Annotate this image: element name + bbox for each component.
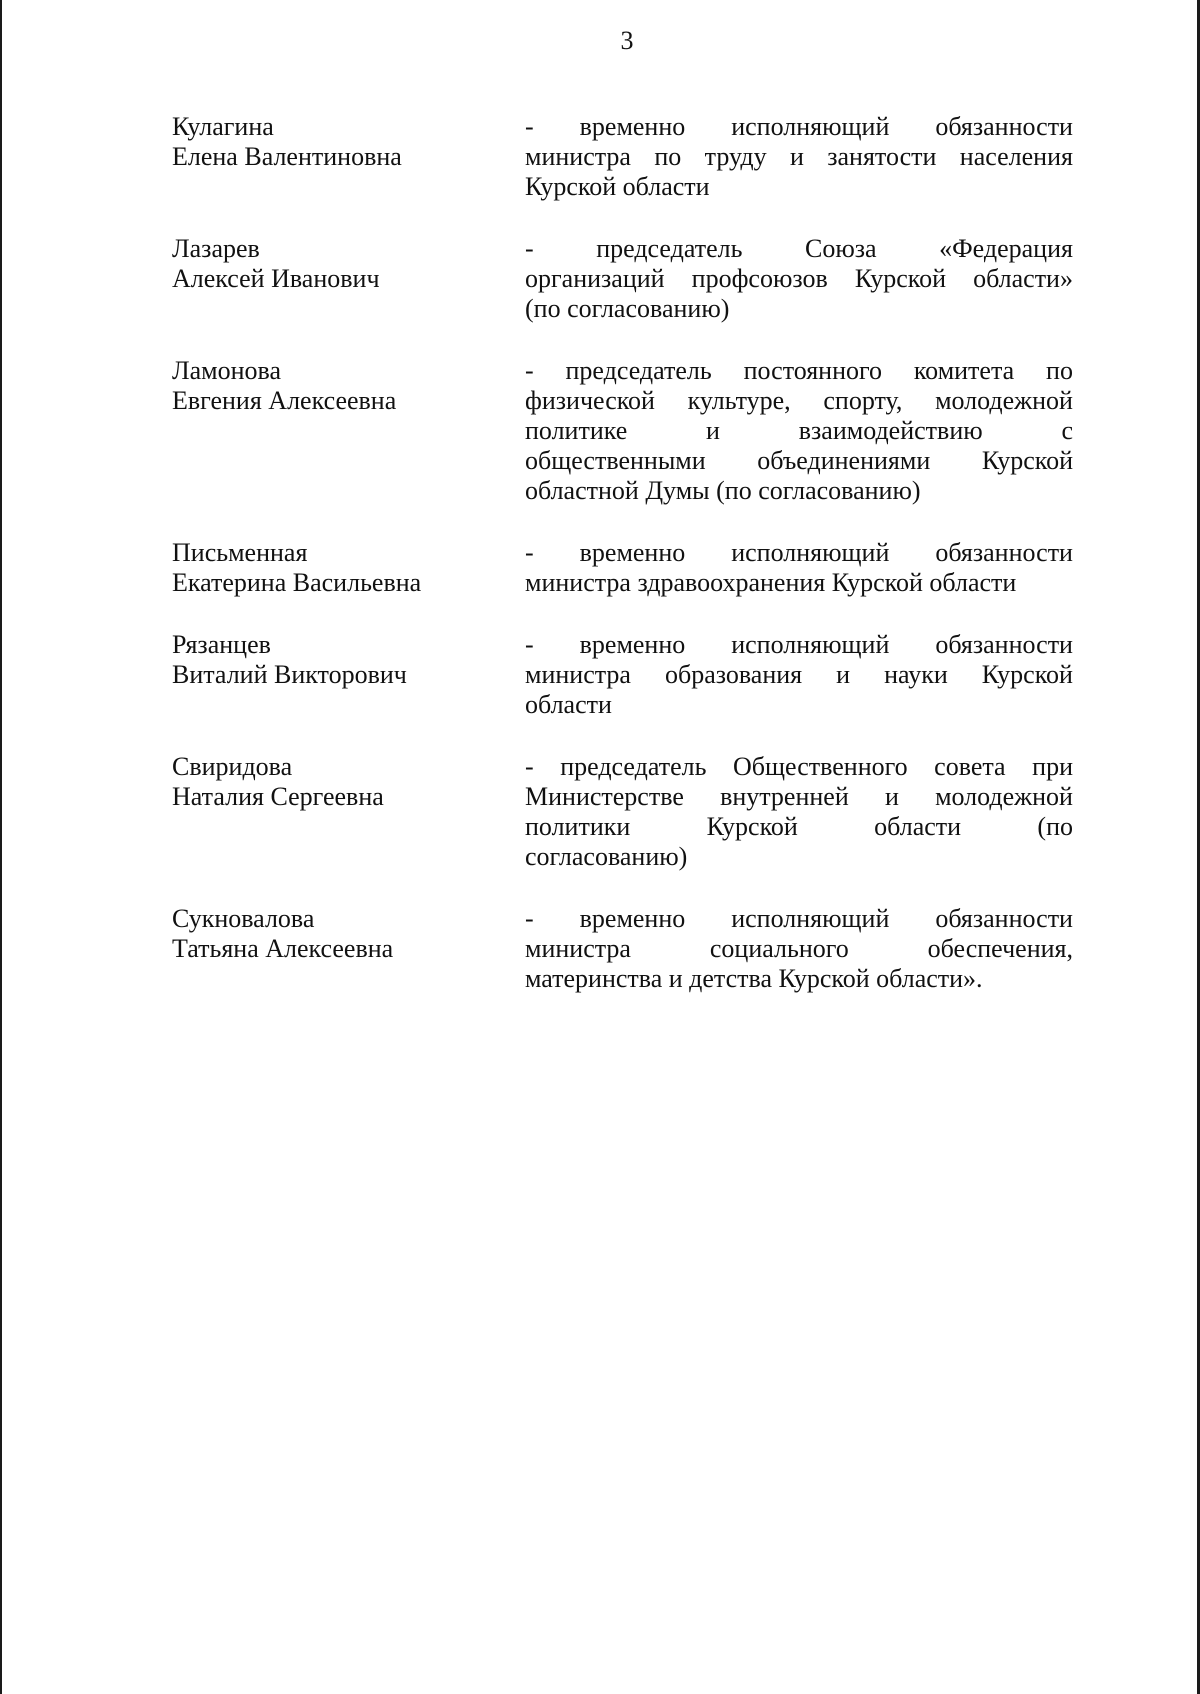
role-line: министра здравоохранения Курской области bbox=[525, 568, 1017, 597]
role-line bbox=[525, 752, 1073, 782]
member-entry bbox=[172, 630, 1082, 720]
role-word: по bbox=[654, 142, 682, 171]
role-word: обязанности bbox=[935, 112, 1073, 141]
role-word: - bbox=[525, 904, 534, 933]
role-word: населения bbox=[959, 142, 1073, 171]
role-word: молодежной bbox=[935, 386, 1073, 415]
role-word: обязанности bbox=[935, 538, 1073, 567]
role-line: областной Думы (по согласованию) bbox=[525, 476, 921, 505]
member-role bbox=[525, 630, 1073, 720]
role-word: совета bbox=[934, 752, 1006, 781]
role-word: министра bbox=[525, 142, 631, 171]
role-word: исполняющий bbox=[731, 538, 890, 567]
role-word: Курской bbox=[854, 264, 946, 293]
role-word: обеспечения, bbox=[927, 934, 1073, 963]
role-word: занятости bbox=[827, 142, 937, 171]
role-word: министра bbox=[525, 660, 631, 689]
member-name bbox=[172, 234, 525, 324]
member-given-names: Елена Валентиновна bbox=[172, 142, 402, 171]
role-word: и bbox=[789, 142, 804, 171]
role-word: Министерстве bbox=[525, 782, 684, 811]
member-surname: Кулагина bbox=[172, 112, 274, 141]
role-word: области» bbox=[973, 264, 1073, 293]
role-word: министра bbox=[525, 934, 631, 963]
role-word: - bbox=[525, 356, 534, 385]
role-line bbox=[525, 264, 1073, 294]
role-word: и bbox=[836, 660, 851, 689]
role-line bbox=[525, 446, 1073, 476]
role-word: Курской bbox=[706, 812, 798, 841]
member-given-names: Наталия Сергеевна bbox=[172, 782, 384, 811]
role-line bbox=[525, 538, 1073, 568]
member-role bbox=[525, 904, 1073, 994]
member-surname: Ламонова bbox=[172, 356, 282, 385]
role-line: материнства и детства Курской области». bbox=[525, 964, 983, 993]
role-word: - bbox=[525, 538, 534, 567]
member-surname: Свиридова bbox=[172, 752, 293, 781]
role-word: Курской bbox=[981, 446, 1073, 475]
role-word: и bbox=[884, 782, 899, 811]
role-word: при bbox=[1032, 752, 1073, 781]
page-number: 3 bbox=[620, 26, 634, 55]
role-line bbox=[525, 112, 1073, 142]
role-line: согласованию) bbox=[525, 842, 688, 871]
role-word: политики bbox=[525, 812, 631, 841]
role-line bbox=[525, 356, 1073, 386]
member-entry bbox=[172, 538, 1082, 598]
role-line bbox=[525, 416, 1073, 446]
member-given-names: Татьяна Алексеевна bbox=[172, 934, 394, 963]
role-word: внутренней bbox=[720, 782, 849, 811]
role-word: «Федерация bbox=[939, 234, 1073, 263]
member-role bbox=[525, 356, 1073, 506]
member-given-names: Алексей Иванович bbox=[172, 264, 380, 293]
member-role bbox=[525, 752, 1073, 872]
member-given-names: Екатерина Васильевна bbox=[172, 568, 422, 597]
role-word: - bbox=[525, 234, 534, 263]
role-word: комитета bbox=[913, 356, 1015, 385]
role-word: по bbox=[1046, 356, 1073, 385]
role-word: с bbox=[1061, 416, 1073, 445]
role-word: обязанности bbox=[935, 904, 1073, 933]
member-entry bbox=[172, 112, 1082, 202]
role-word: труду bbox=[704, 142, 767, 171]
member-entry bbox=[172, 752, 1082, 872]
role-line bbox=[525, 386, 1073, 416]
role-word: обязанности bbox=[935, 630, 1073, 659]
role-word: объединениями bbox=[757, 446, 931, 475]
member-name bbox=[172, 538, 525, 598]
role-word: временно bbox=[579, 538, 686, 567]
member-entry bbox=[172, 234, 1082, 324]
member-surname: Лазарев bbox=[172, 234, 260, 263]
member-list bbox=[172, 112, 1082, 994]
role-line bbox=[525, 630, 1073, 660]
member-role bbox=[525, 538, 1073, 598]
role-word: исполняющий bbox=[731, 630, 890, 659]
role-word: взаимодействию bbox=[798, 416, 983, 445]
member-name bbox=[172, 112, 525, 202]
role-word: Союза bbox=[805, 234, 877, 263]
member-role bbox=[525, 112, 1073, 202]
role-line: области bbox=[525, 690, 612, 719]
member-name bbox=[172, 630, 525, 720]
role-word: спорту, bbox=[823, 386, 903, 415]
role-word: временно bbox=[579, 112, 686, 141]
role-line bbox=[525, 660, 1073, 690]
role-line bbox=[525, 782, 1073, 812]
role-line bbox=[525, 812, 1073, 842]
role-line bbox=[525, 934, 1073, 964]
role-word: Общественного bbox=[733, 752, 908, 781]
role-word: Курской bbox=[981, 660, 1073, 689]
role-word: общественными bbox=[525, 446, 706, 475]
role-word: исполняющий bbox=[731, 112, 890, 141]
role-word: (по bbox=[1037, 812, 1073, 841]
scan-border-left bbox=[0, 0, 2, 1694]
role-word: временно bbox=[579, 630, 686, 659]
role-word: профсоюзов bbox=[691, 264, 828, 293]
role-word: и bbox=[706, 416, 720, 445]
member-entry bbox=[172, 356, 1082, 506]
role-line bbox=[525, 234, 1073, 264]
member-name bbox=[172, 356, 525, 506]
member-surname: Письменная bbox=[172, 538, 308, 567]
role-word: - bbox=[525, 752, 534, 781]
member-role bbox=[525, 234, 1073, 324]
member-entry bbox=[172, 904, 1082, 994]
role-word: области bbox=[874, 812, 962, 841]
role-word: постоянного bbox=[743, 356, 883, 385]
role-word: физической bbox=[525, 386, 655, 415]
member-surname: Сукновалова bbox=[172, 904, 315, 933]
role-word: молодежной bbox=[935, 782, 1073, 811]
role-word: - bbox=[525, 630, 534, 659]
member-name bbox=[172, 752, 525, 872]
role-line: Курской области bbox=[525, 172, 710, 201]
role-line: (по согласованию) bbox=[525, 294, 730, 323]
role-word: организаций bbox=[525, 264, 665, 293]
role-word: социального bbox=[709, 934, 849, 963]
member-given-names: Евгения Алексеевна bbox=[172, 386, 397, 415]
role-word: науки bbox=[884, 660, 948, 689]
role-word: председатель bbox=[565, 356, 712, 385]
role-line bbox=[525, 142, 1073, 172]
role-word: образования bbox=[664, 660, 803, 689]
member-given-names: Виталий Викторович bbox=[172, 660, 407, 689]
role-word: временно bbox=[579, 904, 686, 933]
role-line bbox=[525, 904, 1073, 934]
role-word: председатель bbox=[560, 752, 707, 781]
role-word: культуре, bbox=[687, 386, 791, 415]
role-word: председатель bbox=[596, 234, 743, 263]
role-word: исполняющий bbox=[731, 904, 890, 933]
member-surname: Рязанцев bbox=[172, 630, 271, 659]
member-name bbox=[172, 904, 525, 994]
role-word: - bbox=[525, 112, 534, 141]
role-word: политике bbox=[525, 416, 628, 445]
